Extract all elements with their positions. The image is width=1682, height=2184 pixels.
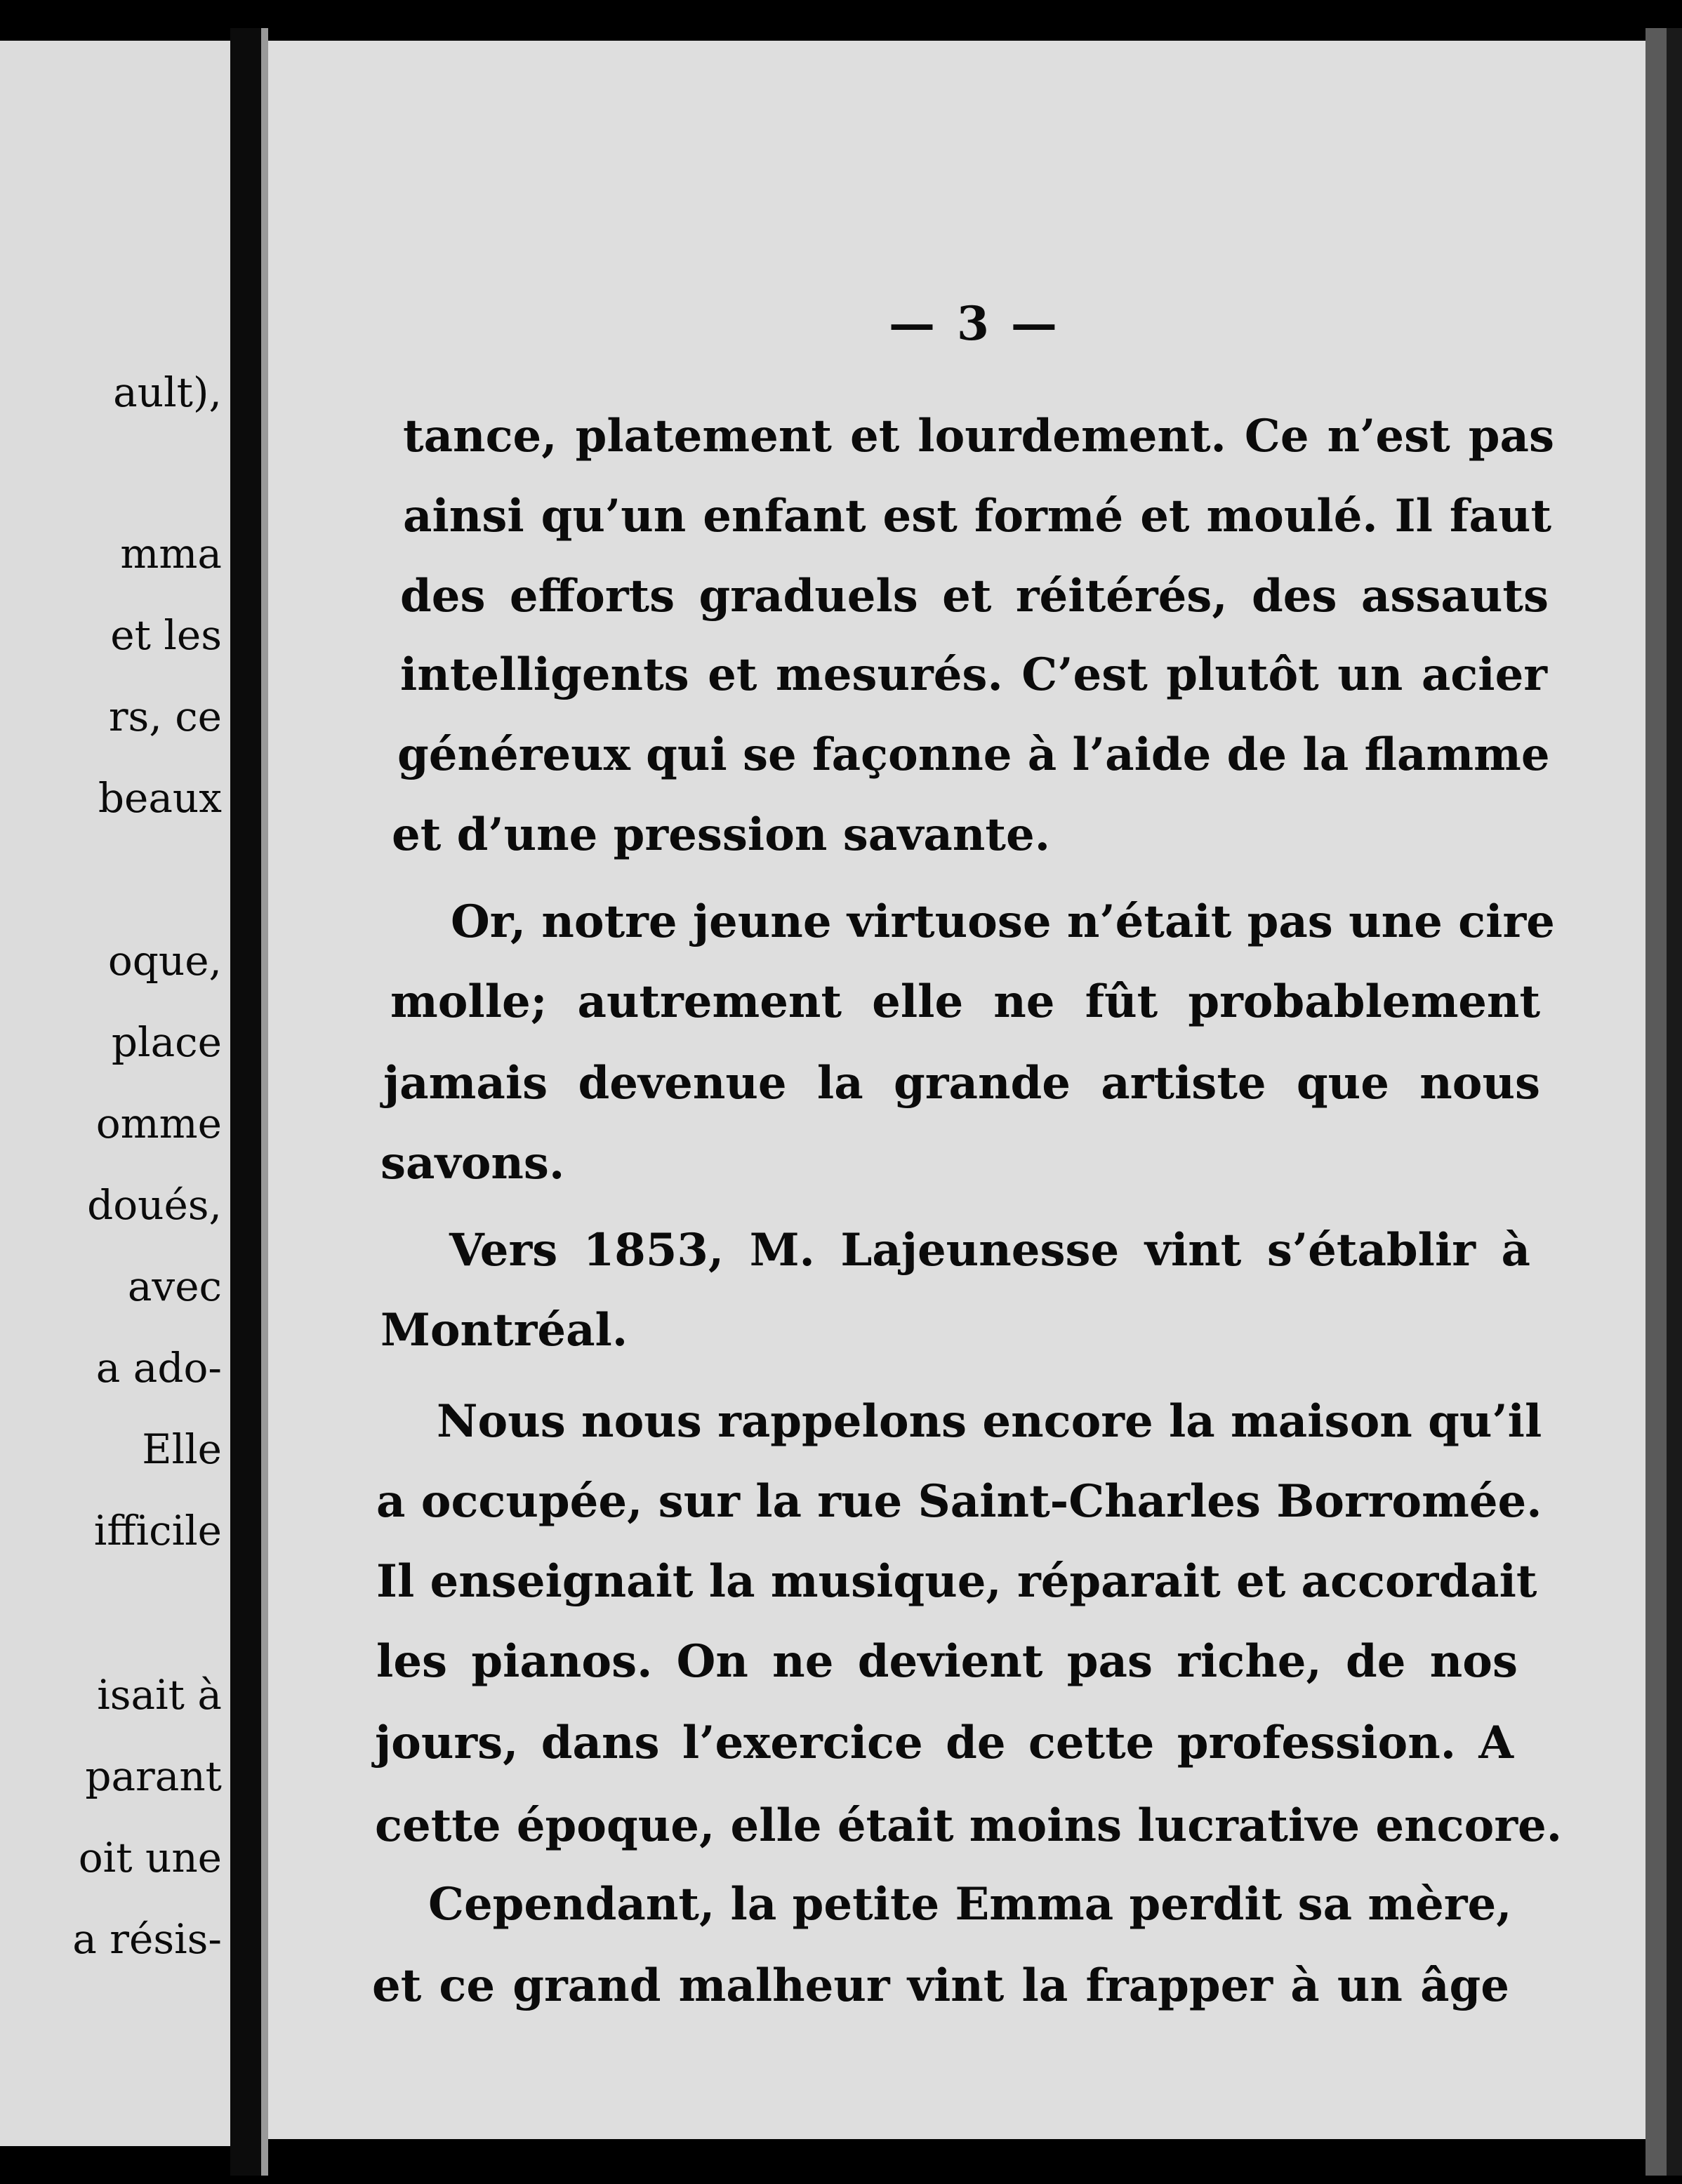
facing-page-line: et les bbox=[110, 611, 222, 659]
text-line: Montréal. bbox=[380, 1304, 628, 1357]
facing-page-line: Elle bbox=[142, 1425, 222, 1473]
text-line: des efforts graduels et réitérés, des assauts bbox=[400, 570, 1549, 622]
facing-page-line: place bbox=[111, 1018, 222, 1066]
facing-page-line: doués, bbox=[87, 1181, 222, 1229]
text-line: a occupée, sur la rue Saint-Charles Borromée. bbox=[376, 1475, 1542, 1528]
page-number: — 3 — bbox=[889, 296, 1060, 351]
text-line: savons. bbox=[380, 1137, 565, 1190]
text-line: Or, notre jeune virtuose n’était pas une cire bbox=[451, 895, 1555, 948]
facing-page-line: a résis- bbox=[72, 1915, 222, 1963]
facing-page-line: parant bbox=[85, 1752, 222, 1800]
facing-page-line: rs, ce bbox=[108, 693, 222, 740]
text-line: jours, dans l’exercice de cette profession. A bbox=[375, 1717, 1514, 1769]
facing-page-line: ault), bbox=[113, 368, 222, 416]
facing-page-line: omme bbox=[95, 1100, 222, 1147]
cover-edge bbox=[1667, 28, 1682, 2176]
facing-page-line: oit une bbox=[78, 1834, 222, 1882]
text-line: et ce grand malheur vint la frapper à un âge bbox=[372, 1959, 1509, 2012]
facing-page-line: avec bbox=[127, 1263, 222, 1310]
facing-page-line: ifficile bbox=[93, 1507, 222, 1554]
facing-page bbox=[0, 41, 230, 2146]
text-line: jamais devenue la grande artiste que nous bbox=[383, 1057, 1540, 1110]
text-line: Vers 1853, M. Lajeunesse vint s’établir à bbox=[449, 1224, 1530, 1277]
text-line: cette époque, elle était moins lucrative encore. bbox=[375, 1799, 1563, 1852]
facing-page-line: oque, bbox=[107, 937, 222, 985]
text-line: ainsi qu’un enfant est formé et moulé. Il faut bbox=[403, 490, 1551, 542]
text-line: et d’une pression savante. bbox=[392, 808, 1050, 861]
facing-page-line: beaux bbox=[98, 774, 222, 822]
page-edge bbox=[1645, 28, 1667, 2176]
binding-edge bbox=[261, 28, 268, 2176]
facing-page-line: a ado- bbox=[95, 1344, 222, 1392]
text-line: généreux qui se façonne à l’aide de la flamme bbox=[397, 728, 1550, 781]
text-line: Nous nous rappelons encore la maison qu’il bbox=[437, 1395, 1542, 1448]
text-line: Cependant, la petite Emma perdit sa mère, bbox=[428, 1878, 1512, 1931]
text-line: molle; autrement elle ne fût probablement bbox=[390, 976, 1540, 1028]
text-line: tance, platement et lourdement. Ce n’est pas bbox=[403, 410, 1554, 462]
book-binding bbox=[230, 28, 261, 2176]
text-line: Il enseignait la musique, réparait et accordait bbox=[376, 1555, 1537, 1608]
facing-page-line: isait à bbox=[97, 1671, 222, 1719]
facing-page-line: mma bbox=[120, 530, 222, 578]
text-line: intelligents et mesurés. C’est plutôt un acier bbox=[400, 648, 1547, 701]
text-line: les pianos. On ne devient pas riche, de nos bbox=[376, 1635, 1518, 1688]
